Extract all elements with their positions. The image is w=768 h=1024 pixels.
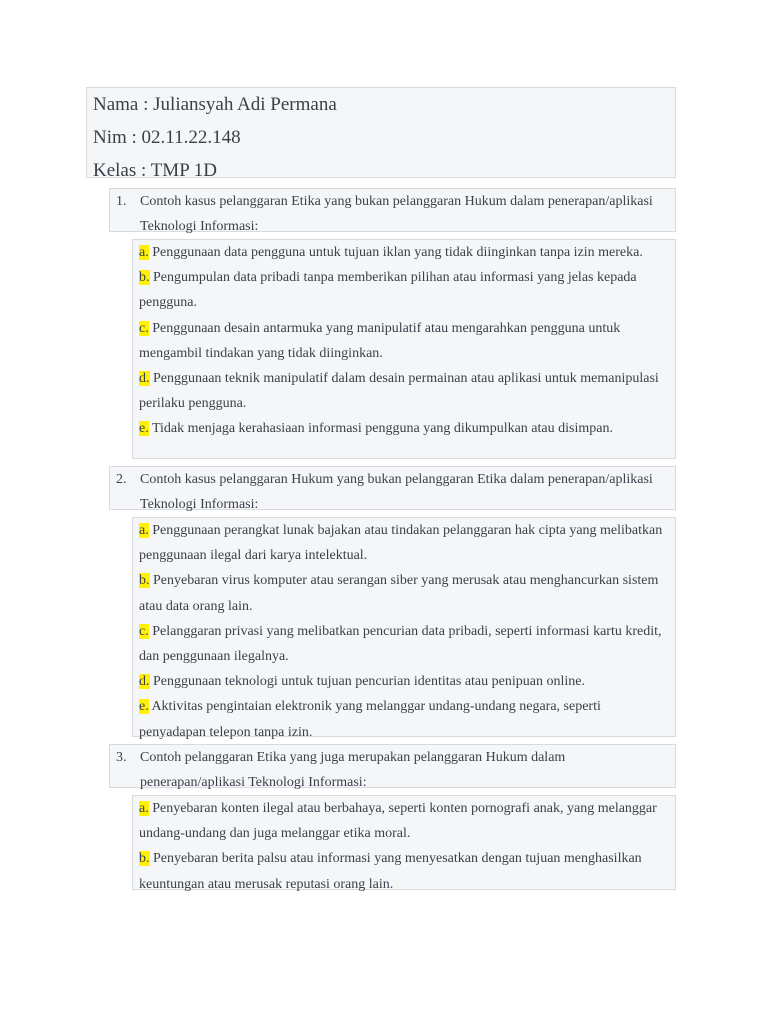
option-text: Penggunaan data pengguna untuk tujuan iklan yang tidak diinginkan tanpa izin mereka. (148, 245, 643, 260)
answer-option (139, 619, 671, 669)
option-text: Penyebaran berita palsu atau informasi yang menyesatkan dengan tujuan menghasilkan keuntungan atau merusak reputasi orang lain. (139, 851, 642, 892)
option-letter: b. (139, 270, 150, 286)
option-text: Tidak menjaga kerahasiaan informasi pengguna yang dikumpulkan atau disimpan. (148, 421, 613, 437)
student-nim: Nim : 02.11.22.148 (93, 127, 241, 148)
question-text: Contoh kasus pelanggaran Etika yang bukan pelanggaran Hukum dalam penerapan/aplikasi Teknologi Informasi: (140, 194, 653, 234)
answers-3 (132, 795, 676, 890)
option-letter: a. (139, 523, 149, 538)
question-1 (109, 188, 676, 232)
option-letter: d. (139, 371, 150, 387)
option-text: Penggunaan perangkat lunak bajakan atau tindakan pelanggaran hak cipta yang melibatkan penggunaan ilegal dari karya intelektual. (139, 523, 663, 564)
answer-option (139, 518, 671, 568)
answer-option (139, 796, 671, 846)
question-3 (109, 744, 676, 788)
question-number: 1. (116, 194, 127, 209)
option-letter: e. (139, 699, 149, 715)
answer-option (139, 669, 671, 694)
answer-option (139, 846, 671, 896)
option-text: Penyebaran konten ilegal atau berbahaya, seperti konten pornografi anak, yang melanggar undang-undang dan juga melanggar etika moral. (139, 801, 657, 842)
answer-option (139, 568, 671, 618)
option-letter: a. (139, 245, 149, 260)
question-number: 3. (116, 750, 127, 765)
answer-option (139, 265, 671, 315)
question-number: 2. (116, 472, 127, 487)
answer-option (139, 240, 671, 265)
option-text: Aktivitas pengintaian elektronik yang melanggar undang-undang negara, seperti penyadapan telepon tanpa izin. (139, 699, 601, 740)
student-name: Nama : Juliansyah Adi Permana (93, 94, 337, 115)
option-letter: b. (139, 851, 150, 867)
option-text: Pelanggaran privasi yang melibatkan pencurian data pribadi, seperti informasi kartu kredit, dan penggunaan ilegalnya. (139, 623, 662, 665)
student-info-box (86, 87, 676, 181)
option-letter: e. (139, 421, 149, 437)
option-text: Penggunaan teknologi untuk tujuan pencurian identitas atau penipuan online. (149, 674, 585, 690)
option-text: Penyebaran virus komputer atau serangan siber yang merusak atau menghancurkan sistem atau data orang lain. (139, 573, 659, 614)
option-letter: c. (139, 623, 149, 639)
answer-option (139, 416, 671, 441)
option-text: Penggunaan desain antarmuka yang manipulatif atau mengarahkan pengguna untuk mengambil tindakan yang tidak diinginkan. (139, 320, 621, 361)
option-text: Pengumpulan data pribadi tanpa memberikan pilihan atau informasi yang jelas kepada pengguna. (139, 270, 637, 311)
question-2 (109, 466, 676, 510)
answer-option (139, 366, 671, 416)
student-class: Kelas : TMP 1D (93, 160, 218, 181)
answer-option (139, 316, 671, 366)
answers-1 (132, 239, 676, 459)
question-text: Contoh pelanggaran Etika yang juga merupakan pelanggaran Hukum dalam penerapan/aplikasi Teknologi Informasi: (140, 750, 566, 790)
option-letter: c. (139, 320, 149, 336)
question-text: Contoh kasus pelanggaran Hukum yang bukan pelanggaran Etika dalam penerapan/aplikasi Teknologi Informasi: (140, 472, 653, 512)
option-letter: a. (139, 801, 149, 816)
option-letter: d. (139, 674, 150, 690)
answer-option (139, 694, 671, 744)
option-text: Penggunaan teknik manipulatif dalam desain permainan atau aplikasi untuk memanipulasi perilaku pengguna. (139, 371, 659, 412)
answers-2 (132, 517, 676, 740)
option-letter: b. (139, 573, 150, 589)
